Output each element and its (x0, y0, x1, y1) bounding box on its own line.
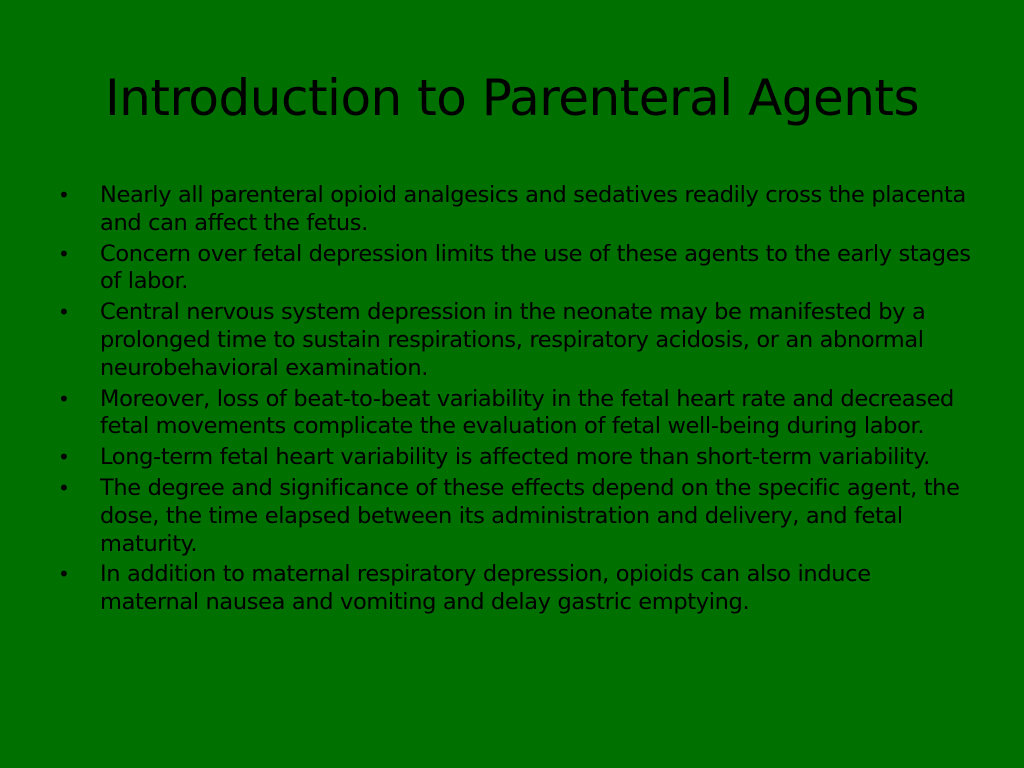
bullet-dot-icon: • (58, 241, 70, 266)
bullet-text: Long-term fetal heart variability is affected more than short-term variability. (100, 444, 930, 471)
bullet-dot-icon: • (58, 386, 70, 411)
bullet-item (56, 386, 972, 442)
bullet-dot-icon: • (58, 183, 70, 207)
bullet-dot-icon: • (58, 562, 70, 587)
bullet-item (56, 475, 972, 558)
bullet-dot-icon: • (58, 445, 70, 470)
bullet-item (56, 182, 972, 238)
bullet-item (56, 561, 972, 617)
bullet-dot-icon: • (58, 300, 70, 325)
bullet-list (56, 182, 972, 620)
bullet-text: Nearly all parenteral opioid analgesics and sedatives readily cross the placenta and can affect the fetus. (100, 182, 966, 236)
bullet-text: Moreover, loss of beat-to-beat variability in the fetal heart rate and decreased fetal movements complicate the evaluation of fetal well-being during labor. (100, 385, 954, 440)
bullet-item (56, 241, 972, 297)
bullet-dot-icon: • (58, 475, 70, 500)
bullet-text: Central nervous system depression in the neonate may be manifested by a prolonged time to sustain respirations, respiratory acidosis, or an abnormal neurobehavioral examination. (100, 299, 926, 381)
bullet-text: Concern over fetal depression limits the use of these agents to the early stages of labor. (100, 240, 971, 295)
bullet-item (56, 299, 972, 382)
bullet-text: In addition to maternal respiratory depression, opioids can also induce maternal nausea and vomiting and delay gastric emptying. (100, 561, 871, 616)
bullet-item (56, 444, 972, 472)
slide-title: Introduction to Parenteral Agents (104, 69, 920, 127)
bullet-text: The degree and significance of these effects depend on the specific agent, the dose, the time elapsed between its administration and delivery, and fetal maturity. (100, 474, 960, 557)
